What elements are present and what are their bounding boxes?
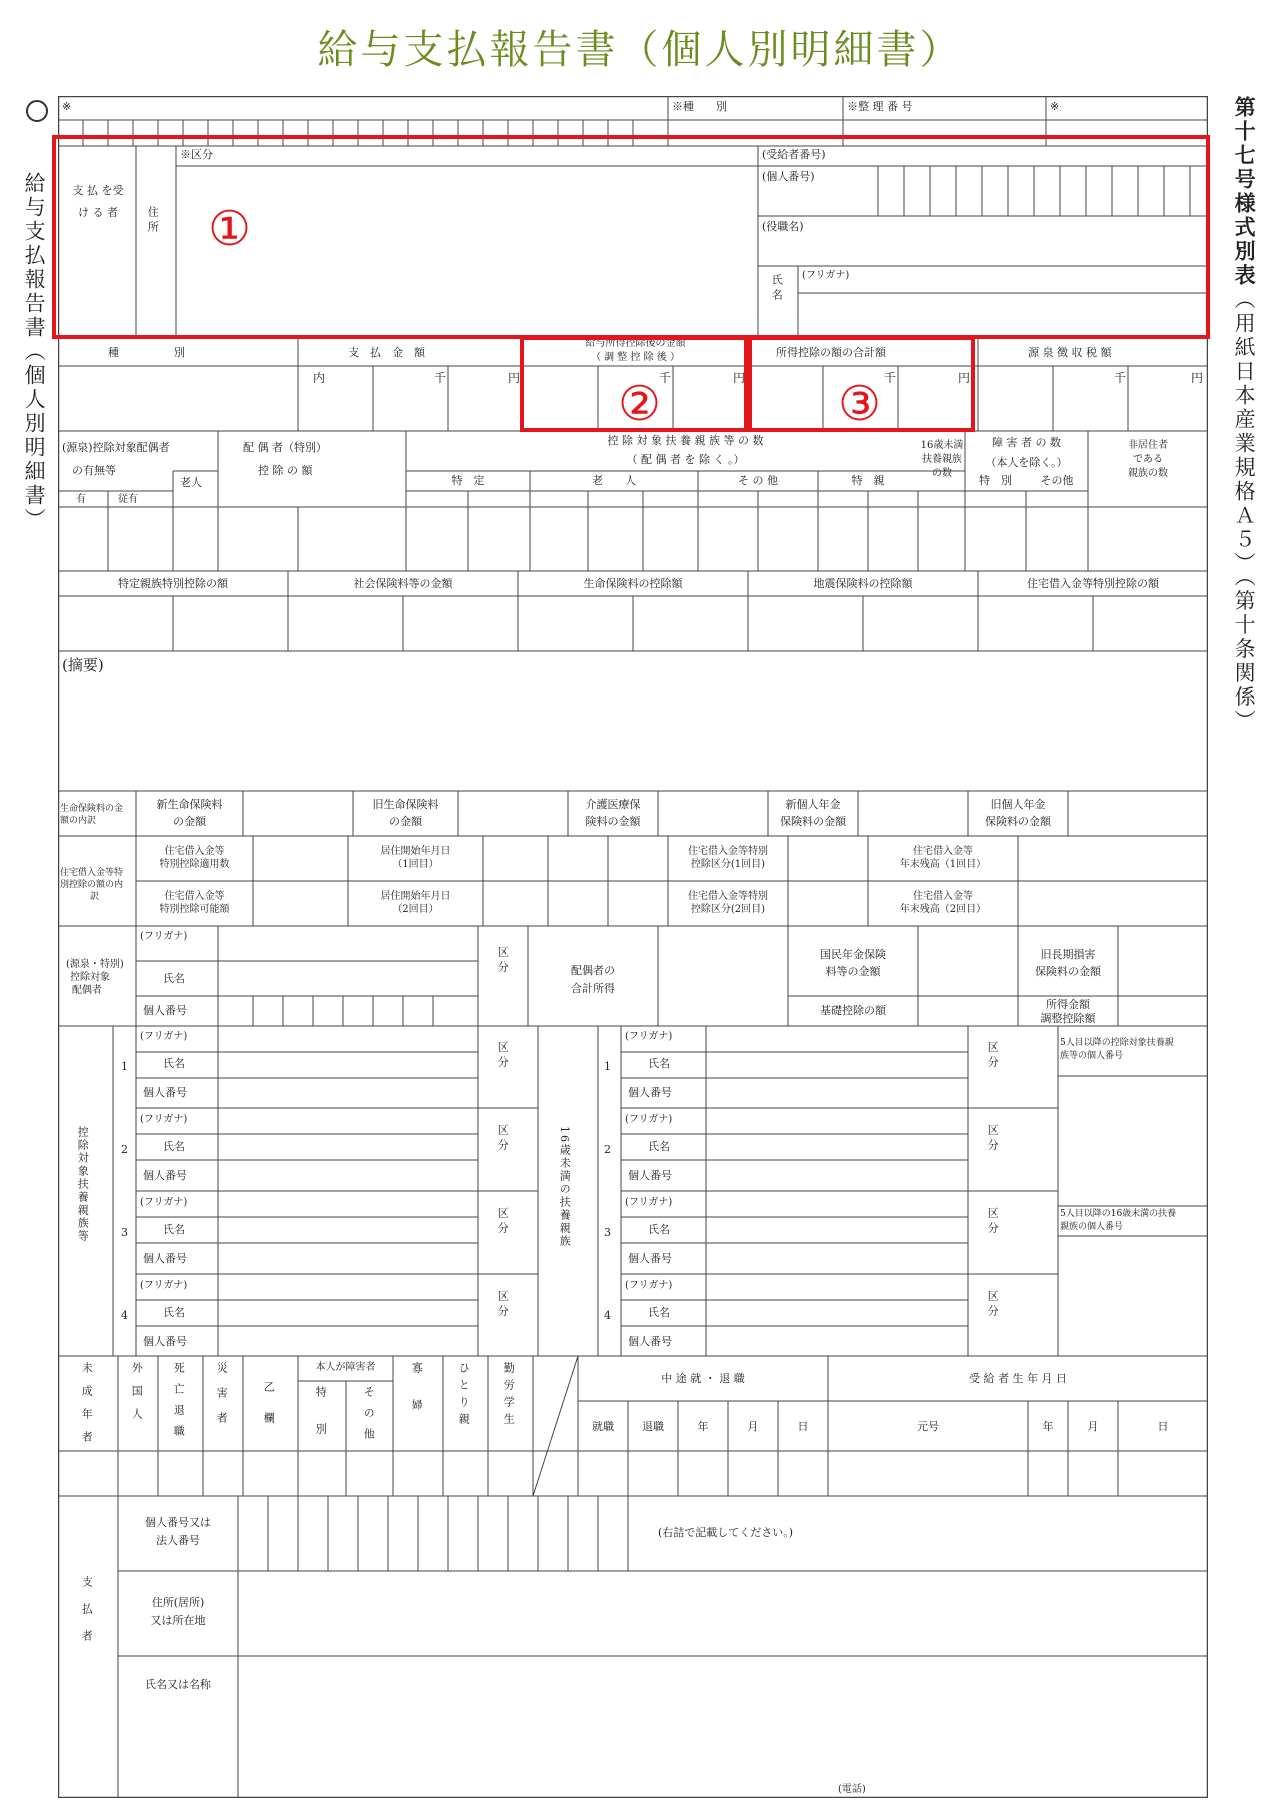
rojin-label: 老人 bbox=[180, 476, 202, 489]
fuyou-label-1: 控 除 対 象 扶 養 親 族 等 の 数 bbox=[607, 434, 764, 447]
marker-1: ① bbox=[208, 201, 252, 257]
honnin-tokubetsu: 特別 bbox=[314, 1386, 328, 1460]
kyuyo-sen: 千 bbox=[659, 371, 672, 385]
fam-l4-kubun: 区分 bbox=[496, 1290, 510, 1320]
u16-label-1: 16歳未満 bbox=[920, 440, 964, 451]
seinen-tsuki: 月 bbox=[1087, 1420, 1099, 1433]
payer-kojin-2: 法人番号 bbox=[156, 1534, 200, 1547]
haigu-label-1: 配 偶 者（特別） bbox=[243, 441, 327, 454]
circle-mark bbox=[26, 100, 48, 122]
payer-label: 支払者 bbox=[80, 1576, 94, 1657]
spouse-furigana: (フリガナ) bbox=[140, 931, 188, 942]
seimei-label: 生命保険料の控除額 bbox=[583, 577, 683, 590]
kyuyo-label-2: （ 調 整 控 除 後 ） bbox=[590, 352, 681, 363]
fam-l-n2: 2 bbox=[121, 1143, 128, 1156]
fam-r-n1: 1 bbox=[604, 1060, 611, 1073]
fam-l4-shimei: 氏名 bbox=[163, 1306, 185, 1319]
shubetsu-label: ※種 別 bbox=[672, 100, 727, 113]
payer-shimei: 氏名又は名称 bbox=[145, 1678, 211, 1691]
jusho-label: 住所 bbox=[146, 206, 160, 236]
note5-2: 族等の個人番号 bbox=[1060, 1051, 1124, 1061]
shiharai-sen: 千 bbox=[434, 371, 447, 385]
house-kubun2-1: 住宅借入金等特別 bbox=[688, 891, 768, 902]
tokutei-label: 特 定 bbox=[451, 474, 485, 487]
note5u-1: 5人目以降の16歳未満の扶養 bbox=[1060, 1209, 1177, 1219]
marker-2: ② bbox=[618, 376, 662, 432]
kokumin-2: 料等の金額 bbox=[825, 965, 881, 978]
fam-r2-kojin: 個人番号 bbox=[628, 1169, 672, 1182]
sonota2-label: その他 bbox=[1040, 474, 1074, 487]
fam-l3-shimei: 氏名 bbox=[163, 1223, 185, 1236]
life-kyunenkin-2: 保険料の金額 bbox=[985, 815, 1051, 828]
jukyusha-label: (受給者番号) bbox=[762, 148, 826, 161]
shotoku-en: 円 bbox=[958, 371, 971, 385]
fam-r4-furigana: (フリガナ) bbox=[625, 1280, 673, 1291]
furigana-label: (フリガナ) bbox=[802, 270, 850, 281]
chuto-hi: 日 bbox=[797, 1420, 809, 1433]
shogai-label-2: （本人を除く。） bbox=[985, 456, 1068, 469]
kyuyo-label-1: 給与所得控除後の金額 bbox=[585, 338, 686, 349]
shibo: 死亡退職 bbox=[172, 1362, 186, 1446]
house-kubun2-2: 控除区分(2回目) bbox=[690, 904, 766, 915]
life-nenkin-1: 新個人年金 bbox=[785, 798, 841, 811]
chuto-tsuki: 月 bbox=[747, 1420, 759, 1433]
report-form bbox=[58, 96, 1208, 1798]
shiharai-en: 円 bbox=[508, 371, 521, 385]
fam-l1-kubun: 区分 bbox=[496, 1041, 510, 1071]
haigu-label-2: 控 除 の 額 bbox=[258, 464, 313, 477]
form-number: 第十七号様式別表 bbox=[1232, 96, 1257, 288]
chosei-2: 調整控除額 bbox=[1040, 1012, 1096, 1025]
fam-r1-kubun: 区分 bbox=[986, 1041, 1000, 1071]
fam-r3-furigana: (フリガナ) bbox=[625, 1197, 673, 1208]
life-kyunenkin-1: 旧個人年金 bbox=[990, 798, 1046, 811]
fam-l2-shimei: 氏名 bbox=[163, 1140, 185, 1153]
honnin-sonota: その他 bbox=[362, 1386, 376, 1449]
payer-jusho-2: 又は所在地 bbox=[150, 1614, 206, 1627]
fam-l1-shimei: 氏名 bbox=[163, 1057, 185, 1070]
tokubetsu-label: 特 別 bbox=[979, 474, 1012, 487]
fam-r2-shimei: 氏名 bbox=[648, 1140, 670, 1153]
chosei-1: 所得金額 bbox=[1046, 998, 1090, 1011]
seinen-nen: 年 bbox=[1042, 1420, 1054, 1433]
chuto: 中 途 就 ・ 退 職 bbox=[661, 1372, 745, 1385]
shogai-label-1: 障 害 者 の 数 bbox=[992, 436, 1061, 449]
form-spec: （用紙日本産業規格Ａ５）（第十条関係） bbox=[1232, 288, 1257, 734]
chuto-nen: 年 bbox=[697, 1420, 709, 1433]
payer-jusho-1: 住所(居所) bbox=[151, 1596, 205, 1609]
gengo: 元号 bbox=[917, 1420, 939, 1433]
house-zan2-1: 住宅借入金等 bbox=[913, 891, 973, 902]
tokutei-shinzoku-label: 特定親族特別控除の額 bbox=[118, 577, 228, 590]
fam-l-n4: 4 bbox=[121, 1309, 128, 1322]
fam-mid-label: 16歳未満の扶養親族 bbox=[558, 1126, 572, 1248]
house-tekiyo-2: 特別控除適用数 bbox=[159, 859, 230, 870]
fam-r3-kojin: 個人番号 bbox=[628, 1252, 672, 1265]
otsu: 乙欄 bbox=[262, 1381, 276, 1443]
right-side-caption bbox=[1232, 96, 1255, 734]
taishoku: 退職 bbox=[642, 1420, 664, 1433]
fam-r3-kubun: 区分 bbox=[986, 1207, 1000, 1237]
kiso-label: 基礎控除の額 bbox=[820, 1004, 886, 1017]
ju-label: 従有 bbox=[118, 494, 138, 505]
house-kano-1: 住宅借入金等 bbox=[164, 891, 225, 902]
house-kyoju1-2: （1回目） bbox=[392, 859, 439, 870]
life-label-1: 生命保険料の金 bbox=[60, 804, 124, 814]
gaikoku: 外国人 bbox=[130, 1362, 144, 1431]
fam-r1-kojin: 個人番号 bbox=[628, 1086, 672, 1099]
life-nenkin-2: 保険料の金額 bbox=[780, 815, 846, 828]
shotoku-sen: 千 bbox=[884, 371, 897, 385]
life-label-2: 額の内訳 bbox=[60, 816, 97, 826]
fam-r-n2: 2 bbox=[604, 1143, 611, 1156]
honnin: 本人が障害者 bbox=[315, 1362, 376, 1373]
fam-l3-kojin: 個人番号 bbox=[143, 1252, 187, 1265]
shushoku: 就職 bbox=[592, 1420, 614, 1433]
kojin-label: (個人番号) bbox=[762, 170, 815, 183]
house-label-1: 住宅借入金等特 bbox=[60, 868, 124, 878]
fam-r4-kojin: 個人番号 bbox=[628, 1335, 672, 1348]
miseinen: 未成年者 bbox=[80, 1362, 94, 1454]
u16-label-3: の数 bbox=[932, 468, 952, 479]
saigai: 災害者 bbox=[215, 1362, 229, 1437]
house-kyoju1-1: 居住開始年月日 bbox=[380, 846, 451, 857]
hikyoju-label-2: である bbox=[1133, 454, 1163, 465]
shiharai-nai: 内 bbox=[313, 371, 326, 385]
spouse-kojin: 個人番号 bbox=[143, 1004, 187, 1017]
gensen-sen: 千 bbox=[1114, 371, 1127, 385]
seiri-label: ※整 理 番 号 bbox=[847, 100, 913, 113]
fam-l3-kubun: 区分 bbox=[496, 1207, 510, 1237]
house-kyoju2-1: 居住開始年月日 bbox=[380, 891, 451, 902]
fam-r4-kubun: 区分 bbox=[986, 1290, 1000, 1320]
house-zan2-2: 年末残高（2回目） bbox=[899, 904, 987, 915]
fam-r1-shimei: 氏名 bbox=[648, 1057, 670, 1070]
tokushin-label: 特 親 bbox=[851, 474, 885, 487]
fam-r-n3: 3 bbox=[604, 1226, 611, 1239]
hitori: ひとり親 bbox=[457, 1362, 471, 1430]
house-label-3: 訳 bbox=[90, 892, 100, 902]
life-kaigo-2: 険料の金額 bbox=[585, 815, 641, 828]
gensen-en: 円 bbox=[1191, 371, 1204, 385]
spouse-kubun: 区分 bbox=[496, 946, 510, 976]
kafu: 寡婦 bbox=[410, 1362, 424, 1436]
life-shin-2: の金額 bbox=[173, 815, 206, 828]
fam-l3-furigana: (フリガナ) bbox=[140, 1197, 188, 1208]
fam-r-n4: 4 bbox=[604, 1309, 611, 1322]
fam-l-n3: 3 bbox=[121, 1226, 128, 1239]
sonota-label: そ の 他 bbox=[738, 474, 778, 487]
umu-label-2: の有無等 bbox=[72, 464, 116, 477]
fam-r2-furigana: (フリガナ) bbox=[625, 1114, 673, 1125]
fam-l2-furigana: (フリガナ) bbox=[140, 1114, 188, 1125]
kubun-label: ※区分 bbox=[180, 148, 213, 161]
shakai-label: 社会保険料等の金額 bbox=[353, 577, 453, 590]
fam-l-n1: 1 bbox=[121, 1060, 128, 1073]
u-label: 有 bbox=[76, 494, 86, 505]
spouse-label-1: (源泉・特別) bbox=[66, 959, 124, 970]
fam-r4-shimei: 氏名 bbox=[648, 1306, 670, 1319]
u16-label-2: 扶養親族 bbox=[922, 454, 962, 465]
jutaku-label: 住宅借入金等特別控除の額 bbox=[1027, 577, 1159, 590]
spouse-gokei-2: 合計所得 bbox=[571, 982, 615, 995]
fam-l2-kubun: 区分 bbox=[496, 1124, 510, 1154]
shotoku-label: 所得控除の額の合計額 bbox=[776, 346, 886, 359]
choki-1: 旧長期損害 bbox=[1040, 948, 1096, 961]
yakushoku-label: (役職名) bbox=[762, 220, 804, 233]
kinro: 勤労学生 bbox=[502, 1362, 516, 1430]
house-zan1-1: 住宅借入金等 bbox=[913, 846, 973, 857]
marker-3: ③ bbox=[838, 376, 882, 432]
left-side-title: 給与支払報告書（個人別明細書） bbox=[22, 172, 47, 532]
fam-l2-kojin: 個人番号 bbox=[143, 1169, 187, 1182]
fam-l1-furigana: (フリガナ) bbox=[140, 1031, 188, 1042]
rojin2-label: 老 人 bbox=[592, 474, 636, 487]
house-tekiyo-1: 住宅借入金等 bbox=[164, 846, 225, 857]
recipient-header: 支 払 を受け る 者 bbox=[72, 184, 124, 219]
top-kome-2: ※ bbox=[1050, 100, 1060, 113]
fam-r3-shimei: 氏名 bbox=[648, 1223, 670, 1236]
payer-kojin-1: 個人番号又は bbox=[145, 1516, 211, 1529]
payer-migitsume: (右詰で記載してください。) bbox=[658, 1526, 794, 1539]
kokumin-1: 国民年金保険 bbox=[820, 948, 886, 961]
house-zan1-2: 年末残高（1回目） bbox=[899, 859, 987, 870]
fam-l1-kojin: 個人番号 bbox=[143, 1086, 187, 1099]
fuyou-label-2: （ 配 偶 者 を 除 く 。） bbox=[626, 453, 745, 466]
spouse-label-2: 控除対象 bbox=[70, 972, 110, 983]
spouse-gokei-1: 配偶者の bbox=[571, 964, 615, 977]
house-kubun1-2: 控除区分(1回目) bbox=[690, 859, 766, 870]
life-shin-1: 新生命保険料 bbox=[156, 798, 223, 811]
fam-left-label: 控除対象扶養親族等 bbox=[76, 1126, 90, 1243]
fam-l4-kojin: 個人番号 bbox=[143, 1335, 187, 1348]
note5-1: 5人目以降の控除対象扶養親 bbox=[1060, 1038, 1174, 1048]
fam-l4-furigana: (フリガナ) bbox=[140, 1280, 188, 1291]
hikyoju-label-1: 非居住者 bbox=[1128, 440, 1168, 451]
hikyoju-label-3: 親族の数 bbox=[1128, 468, 1168, 479]
choki-2: 保険料の金額 bbox=[1035, 965, 1101, 978]
house-label-2: 別控除の額の内 bbox=[60, 880, 124, 890]
spouse-label-3: 配偶者 bbox=[72, 985, 102, 996]
form-title: 給与支払報告書（個人別明細書） bbox=[317, 27, 963, 73]
house-kubun1-1: 住宅借入金等特別 bbox=[688, 846, 768, 857]
kyuyo-en: 円 bbox=[733, 371, 746, 385]
life-kyu-2: の金額 bbox=[389, 815, 422, 828]
seinen: 受 給 者 生 年 月 日 bbox=[969, 1372, 1067, 1385]
seinen-hi: 日 bbox=[1157, 1420, 1169, 1433]
shiharai-label: 支 払 金 額 bbox=[348, 346, 425, 359]
life-kyu-1: 旧生命保険料 bbox=[372, 798, 439, 811]
house-kano-2: 特別控除可能額 bbox=[159, 904, 230, 915]
spouse-shimei: 氏名 bbox=[163, 972, 185, 985]
top-kome: ※ bbox=[62, 100, 72, 113]
note5u-2: 親族の個人番号 bbox=[1060, 1222, 1124, 1232]
fam-r1-furigana: (フリガナ) bbox=[625, 1031, 673, 1042]
shimei-label: 氏名 bbox=[770, 274, 784, 304]
life-kaigo-1: 介護医療保 bbox=[585, 798, 641, 811]
house-kyoju2-2: （2回目） bbox=[392, 904, 439, 915]
umu-label-1: (源泉)控除対象配偶者 bbox=[62, 441, 170, 454]
jishin-label: 地震保険料の控除額 bbox=[813, 577, 913, 590]
fam-r2-kubun: 区分 bbox=[986, 1124, 1000, 1154]
payer-denwa: (電話) bbox=[838, 1784, 866, 1795]
tekiyo-label: (摘要) bbox=[62, 656, 104, 674]
gensen-label: 源 泉 徴 収 税 額 bbox=[1028, 346, 1112, 359]
amount-shubetsu: 種 別 bbox=[108, 346, 185, 359]
